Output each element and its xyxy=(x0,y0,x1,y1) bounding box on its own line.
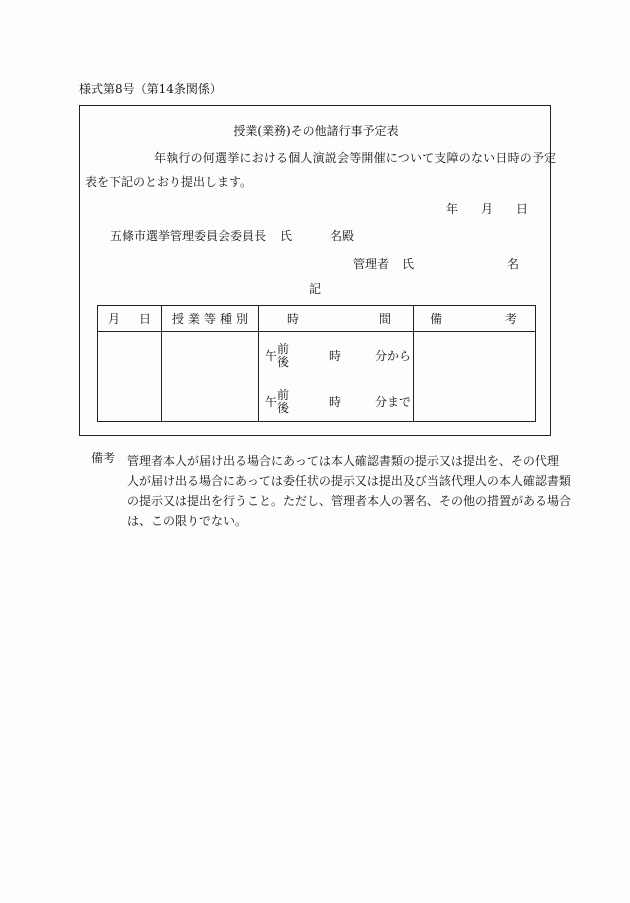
header-month-day xyxy=(98,306,162,332)
intro-line-2: 表を下記のとおり提出します。 xyxy=(85,175,253,189)
cell-month-day xyxy=(98,332,162,422)
date-month-label: 月 xyxy=(481,202,494,216)
manager-shi: 氏 xyxy=(402,257,415,271)
form-title: 授業(業務)その他諸行事予定表 xyxy=(233,124,399,138)
table-header-row xyxy=(98,306,536,332)
header-kind-char: 授 xyxy=(172,312,185,326)
time-ko: 後 xyxy=(277,401,290,415)
time-go: 午 xyxy=(265,349,278,363)
date-day-label: 日 xyxy=(516,202,529,216)
form-number-label: 様式第8号（第14条関係） xyxy=(79,82,222,96)
cell-kind xyxy=(162,332,259,422)
addressee-title: 五條市選挙管理委員会委員長 xyxy=(110,229,267,243)
time-zen: 前 xyxy=(277,342,290,356)
header-kind-char: 別 xyxy=(235,312,248,326)
header-time-b: 間 xyxy=(378,312,391,326)
time-ji: 時 xyxy=(329,349,342,363)
header-kind xyxy=(162,306,259,332)
header-remarks xyxy=(414,306,536,332)
header-remarks-a: 備 xyxy=(430,312,443,326)
intro-line-1: 年執行の何選挙における個人演説会等開催について支障のない日時の予定 xyxy=(154,151,557,165)
time-ji: 時 xyxy=(329,395,342,409)
note-line: 人が届け出る場合にあっては委任状の提示又は提出及び当該代理人の本人確認書類 xyxy=(127,474,571,488)
note-body xyxy=(127,451,572,531)
time-ko: 後 xyxy=(277,355,290,369)
manager-mei: 名 xyxy=(507,257,520,271)
date-year-label: 年 xyxy=(446,202,459,216)
table-row xyxy=(98,332,536,422)
header-day: 日 xyxy=(138,312,151,326)
form-frame xyxy=(79,105,557,436)
note-heading: 備考 xyxy=(91,451,116,465)
time-fun-to: 分まで xyxy=(375,395,412,409)
header-remarks-b: 考 xyxy=(504,312,517,326)
note-line: 管理者本人が届け出る場合にあっては本人確認書類の提示又は提出を、その代理 xyxy=(127,454,559,468)
header-time-a: 時 xyxy=(287,312,300,326)
manager-label: 管理者 xyxy=(353,257,390,271)
ki-heading: 記 xyxy=(309,282,322,296)
header-kind-char: 等 xyxy=(203,312,216,326)
cell-remarks xyxy=(414,332,536,422)
schedule-table xyxy=(97,305,536,422)
time-go: 午 xyxy=(265,395,278,409)
header-month: 月 xyxy=(108,312,121,326)
addressee-shi: 氏 xyxy=(280,229,293,243)
note-line: は、この限りでない。 xyxy=(127,514,248,528)
header-kind-char: 種 xyxy=(219,312,232,326)
note-line: の提示又は提出を行うこと。ただし、管理者本人の署名、その他の措置がある場合 xyxy=(127,494,572,508)
header-time xyxy=(259,306,414,332)
time-zen: 前 xyxy=(277,388,290,402)
cell-time xyxy=(259,332,414,422)
addressee-meiden: 名殿 xyxy=(330,229,355,243)
header-kind-char: 業 xyxy=(187,312,200,326)
time-fun-from: 分から xyxy=(375,349,412,363)
